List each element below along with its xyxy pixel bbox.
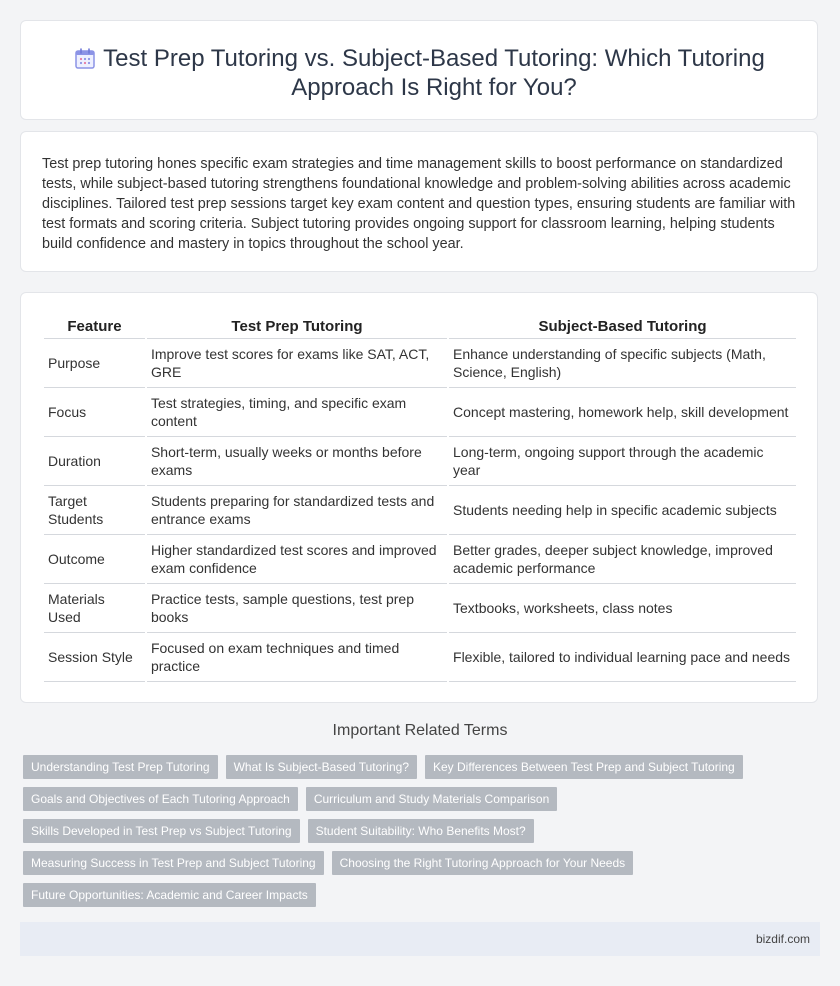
table-header-row <box>44 313 796 339</box>
table-row <box>44 535 796 584</box>
footer <box>20 922 820 956</box>
row-test-prep-cell: Improve test scores for exams like SAT, ACT, GRE <box>147 339 447 388</box>
footer-site-link[interactable]: bizdif.com <box>755 932 810 946</box>
related-term-link[interactable]: Understanding Test Prep Tutoring <box>23 755 218 779</box>
column-header-subject-based: Subject-Based Tutoring <box>449 313 796 339</box>
related-term-link[interactable]: Measuring Success in Test Prep and Subject Tutoring <box>23 851 324 875</box>
related-terms-heading: Important Related Terms <box>332 722 508 739</box>
row-feature-cell: Target Students <box>44 486 145 535</box>
table-row <box>44 339 796 388</box>
row-test-prep-cell: Focused on exam techniques and timed practice <box>147 633 447 682</box>
row-test-prep-cell: Higher standardized test scores and improved exam confidence <box>147 535 447 584</box>
row-subject-cell: Concept mastering, homework help, skill development <box>449 388 796 437</box>
related-terms-list <box>23 755 823 907</box>
row-subject-cell: Students needing help in specific academic subjects <box>449 486 796 535</box>
related-term-link[interactable]: Choosing the Right Tutoring Approach for Your Needs <box>332 851 634 875</box>
related-term-link[interactable]: Curriculum and Study Materials Comparison <box>306 787 557 811</box>
column-header-test-prep: Test Prep Tutoring <box>147 313 447 339</box>
row-test-prep-cell: Test strategies, timing, and specific exam content <box>147 388 447 437</box>
column-header-feature: Feature <box>44 313 145 339</box>
intro-paragraph: Test prep tutoring hones specific exam strategies and time management skills to boost performance on standardized tests, while subject-based tutoring strengthens foundational knowledge and problem-solving abilities across academic disciplines. Tailored test prep sessions target key exam content and question types, ensuring students are familiar with test formats and scoring criteria. Subject tutoring provides ongoing support for classroom learning, helping students build confidence and mastery in topics throughout the school year. <box>42 156 796 252</box>
table-row <box>44 388 796 437</box>
row-test-prep-cell: Students preparing for standardized tests and entrance exams <box>147 486 447 535</box>
row-feature-cell: Focus <box>44 388 145 437</box>
related-term-link[interactable]: Student Suitability: Who Benefits Most? <box>308 819 534 843</box>
related-term-link[interactable]: Skills Developed in Test Prep vs Subject Tutoring <box>23 819 300 843</box>
related-term-link[interactable]: Goals and Objectives of Each Tutoring Approach <box>23 787 298 811</box>
row-feature-cell: Session Style <box>44 633 145 682</box>
page-title: Test Prep Tutoring vs. Subject-Based Tutoring: Which Tutoring Approach Is Right for You? <box>103 45 765 101</box>
table-row <box>44 584 796 633</box>
table-row <box>44 437 796 486</box>
related-term-link[interactable]: What Is Subject-Based Tutoring? <box>226 755 417 779</box>
related-term-link[interactable]: Key Differences Between Test Prep and Subject Tutoring <box>425 755 743 779</box>
intro-card <box>20 131 818 272</box>
row-feature-cell: Materials Used <box>44 584 145 633</box>
row-test-prep-cell: Short-term, usually weeks or months before exams <box>147 437 447 486</box>
table-row <box>44 486 796 535</box>
row-test-prep-cell: Practice tests, sample questions, test prep books <box>147 584 447 633</box>
comparison-table <box>42 313 798 682</box>
row-feature-cell: Duration <box>44 437 145 486</box>
related-term-link[interactable]: Future Opportunities: Academic and Career Impacts <box>23 883 316 907</box>
row-subject-cell: Better grades, deeper subject knowledge, improved academic performance <box>449 535 796 584</box>
table-row <box>44 633 796 682</box>
row-subject-cell: Long-term, ongoing support through the academic year <box>449 437 796 486</box>
header-card <box>20 20 818 120</box>
row-subject-cell: Textbooks, worksheets, class notes <box>449 584 796 633</box>
row-feature-cell: Purpose <box>44 339 145 388</box>
row-subject-cell: Flexible, tailored to individual learning pace and needs <box>449 633 796 682</box>
comparison-card <box>20 292 818 703</box>
row-feature-cell: Outcome <box>44 535 145 584</box>
row-subject-cell: Enhance understanding of specific subjects (Math, Science, English) <box>449 339 796 388</box>
